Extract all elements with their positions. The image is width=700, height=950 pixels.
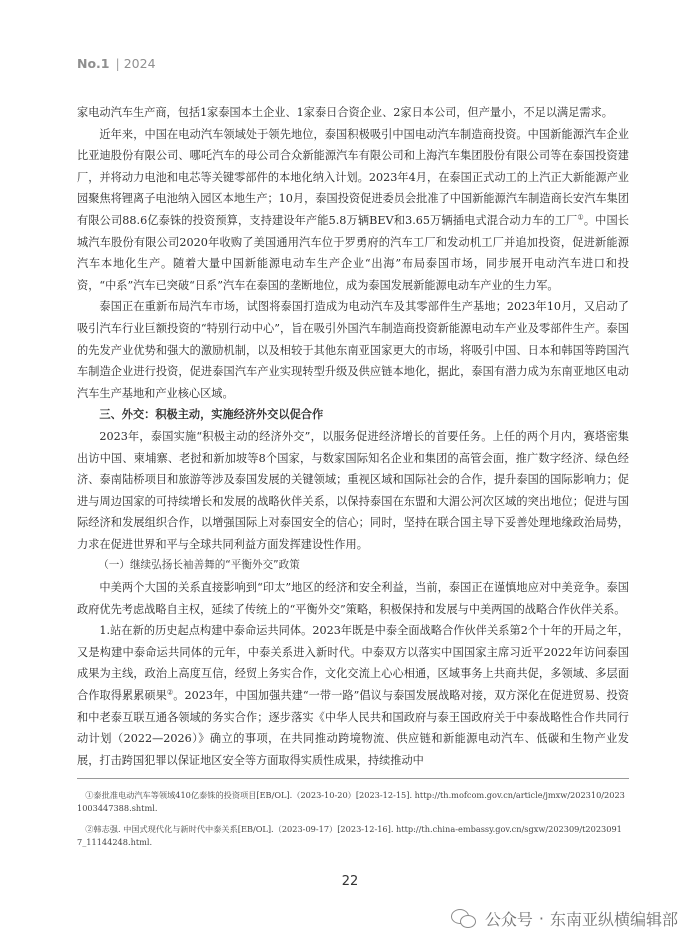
watermark-account: 东南亚纵横编辑部 [549, 910, 678, 929]
paragraph-chinese-ev-investment [77, 124, 629, 297]
section-heading: 三、外交：积极主动，实施经济外交以促合作 [99, 408, 324, 422]
paragraph-community-shared-future [77, 620, 629, 771]
paragraph-text: 。中国长城汽车股份有限公司2020年收购了美国通用汽车位于罗勇府的汽车工厂和发动机工厂并追加投资，促进新能源汽车本地化生产。随着大量中国新能源电动车生产企业“出海”布局泰国市场，同步展开电动汽车进口和投资，“中系”汽车已突破“日系”汽车在泰国的垄断地位，成为泰国发展新能源电动车产业的生力军。 [77, 213, 629, 292]
footnote-2: ②韩志强. 中国式现代化与新时代中泰关系[EB/OL].（2023-09-17）[2023-12-16]. http://th.china-embassy.gov.cn/sgxw/202309/t2023091 7_11144248.html. [77, 824, 622, 847]
footnotes [77, 778, 629, 857]
running-header [77, 56, 156, 71]
paragraph-text: 。2023年，中国加强共建“一带一路”倡议与泰国发展战略对接，双方深化在促进贸易、投资和中老泰互联互通各领域的务实合作；逐步落实《中华人民共和国政府与泰王国政府关于中泰战略性合作共同行动计划（2022—2026）》确立的事项，在共同推动跨境物流、供应链和新能源电动汽车、低碳和生物产业发展，打击跨国犯罪以保证地区安全等方面取得实质性成果，持续推动中 [77, 689, 629, 767]
paragraph-auto-market: 泰国正在重新布局汽车市场，试图将泰国打造成为电动汽车及其零部件生产基地；2023年10月，又启动了吸引汽车行业巨额投资的“特别行动中心”，旨在吸引外国汽车制造商投资新能源电动车产业及零部件生产。泰国的先发产业优势和强大的激励机制，以及相较于其他东南亚国家更大的市场，将吸引中国、日本和韩国等跨国汽车制造企业进行投资，促进泰国汽车产业实现转型升级及供应链本地化，据此，泰国有潜力成为东南亚地区电动汽车生产基地和产业核心区域。 [77, 300, 629, 400]
paragraph-continued: 家电动汽车生产商，包括1家泰国本土企业、1家泰日合资企业、2家日本公司，但产量小，不足以满足需求。 [77, 106, 613, 119]
wechat-watermark [451, 907, 678, 930]
paragraph-text: 1.站在新的历史起点构建中泰命运共同体。2023年既是中泰全面战略合作伙伴关系第2个十年的开局之年，又是构建中泰命运共同体的元年，中泰关系进入新时代。中泰双方以落实中国国家主席习近平2022年访问泰国成果为主线，政治上高度互信，经贸上务实合作，文化交流上心心相通，区域事务上共商共促，多领域、多层面合作取得累累硕果 [77, 624, 629, 703]
paragraph-balanced-diplomacy: 中美两个大国的关系直接影响到“印太”地区的经济和安全利益，当前，泰国正在谨慎地应对中美竞争。泰国政府优先考虑战略自主权，延续了传统上的“平衡外交”策略，积极保持和发展与中美两国的战略合作伙伴关系。 [77, 581, 629, 616]
issue-number: No.1 [77, 56, 110, 71]
watermark-separator: · [538, 909, 544, 928]
page-number: 22 [341, 874, 359, 889]
paragraph-economic-diplomacy: 2023年，泰国实施“积极主动的经济外交”，以服务促进经济增长的首要任务。上任的两个月内，赛塔密集出访中国、柬埔寨、老挝和新加坡等8个国家，与数家国际知名企业和集团的高管会面，推广数字经济、绿色经济、泰南陆桥项目和旅游等涉及泰国发展的关键领域；重视区域和国际社会的合作，提升泰国的国际影响力；促进与周边国家的可持续增长和发展的战略伙伴关系，以保持泰国在东盟和大湄公河次区域的突出地位；促进与国际经济和发展组织合作，以增强国际上对泰国安全的信心；同时，坚持在联合国主导下妥善处理地缘政治局势，力求在促进世界和平与全球共同利益方面发挥建设性作用。 [77, 429, 629, 551]
watermark-label: 公众号 [484, 910, 533, 929]
footnote-ref-1: ① [577, 213, 584, 222]
subsection-heading: （一）继续弘扬长袖善舞的“平衡外交”政策 [98, 559, 300, 572]
wechat-icon [451, 908, 477, 930]
issue-year: 2024 [123, 56, 156, 71]
footnote-ref-2: ② [166, 688, 174, 697]
paragraph-text: 近年来，中国在电动汽车领域处于领先地位，泰国积极吸引中国电动汽车制造商投资。中国新能源汽车企业比亚迪股份有限公司、哪吒汽车的母公司合众新能源汽车有限公司和上海汽车集团股份有限公司等在泰国投资建厂，并将动力电池和电芯等关键零部件的本地化纳入计划。2023年4月，在泰国正式动工的上汽正大新能源产业园聚焦将锂离子电池纳入园区本地生产；10月，泰国投资促进委员会批准了中国新能源汽车制造商长安汽车集团有限公司88.6亿泰铢的投资预算，支持建设年产能5.8万辆BEV和3.65万辆插电式混合动力车的工厂 [77, 127, 629, 227]
footnote-1: ①泰批准电动汽车等领域410亿泰铢的投资项目[EB/OL].（2023-10-20）[2023-12-15]. http://th.mofcom.gov.cn/article/jmxw/202310/20231003447388.shtml. [77, 790, 625, 813]
article-body [77, 102, 629, 771]
header-separator: | [115, 56, 120, 71]
